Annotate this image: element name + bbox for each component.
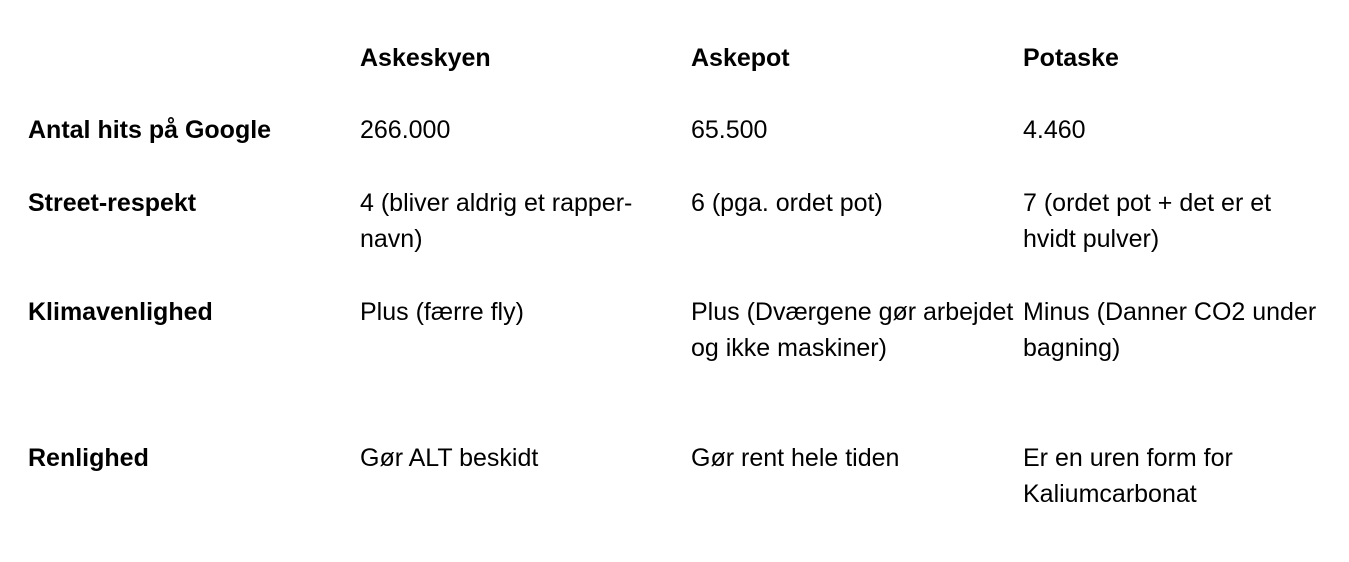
table-row [28,294,1328,440]
table-cell: Gør rent hele tiden [691,444,900,472]
table-cell: Er en uren form for Kaliumcarbonat [1023,444,1233,508]
table-cell: 4.460 [1023,116,1086,144]
comparison-table [28,40,1328,516]
table-row [28,185,1328,294]
table-cell: Gør ALT beskidt [360,444,539,472]
table-cell: 65.500 [691,116,768,144]
table-cell: Minus (Danner CO2 under bagning) [1023,298,1317,362]
table-cell: Plus (Dværgene gør arbejdet og ikke maskiner) [691,298,1014,362]
column-header-askeskyen: Askeskyen [360,44,491,72]
row-label-google-hits: Antal hits på Google [28,116,272,144]
column-header-potaske: Potaske [1023,44,1119,72]
table-cell: 6 (pga. ordet pot) [691,189,883,217]
table-cell: 266.000 [360,116,451,144]
table-row [28,440,1328,516]
row-label-renlighed: Renlighed [28,444,149,472]
row-label-klimavenlighed: Klimavenlighed [28,298,213,326]
row-label-street-respekt: Street-respekt [28,189,197,217]
table-row [28,112,1328,185]
table-cell: 4 (bliver aldrig et rapper-navn) [360,189,633,253]
table-cell: Plus (færre fly) [360,298,524,326]
column-header-askepot: Askepot [691,44,790,72]
table-cell: 7 (ordet pot + det er et hvidt pulver) [1023,189,1272,253]
table-header-row [28,40,1328,112]
header-corner-cell [28,40,360,112]
